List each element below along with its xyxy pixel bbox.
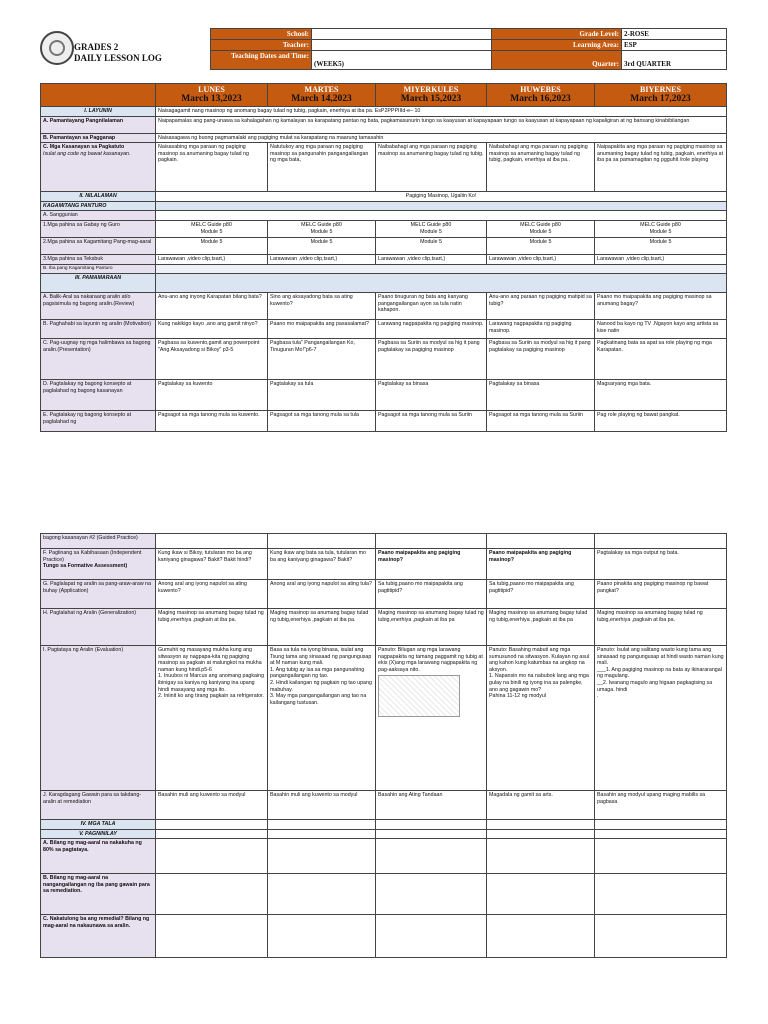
proc-c-cell-5[interactable]: Pagkatinang bata sa apat sa role playing ng mga Karapatan. (595, 339, 727, 380)
proc-g-cell-3[interactable]: Sa tubig,paano mo maipapakita ang pagtitipid? (376, 580, 487, 609)
proc-g-cell-4[interactable]: Sa tubig,paano mo maipapakita ang pagtitipid? (487, 580, 595, 609)
guided-cell-4[interactable] (487, 534, 595, 549)
proc-a-cell-3[interactable]: Paano tinuguran ng bata ang kanyang pangangailangan ayon sa tula natin kahapon. (376, 293, 487, 320)
nilalaman-label: II. NILALAMAN (41, 192, 156, 202)
reflect-c-cell-3[interactable] (376, 915, 487, 958)
proc-f-cell-3[interactable]: Paano maipapakita ang pagiging masinop? (376, 549, 487, 580)
school-label: School: (211, 29, 312, 40)
gabay-cell-1[interactable]: MELC Guide p80 Module 5 (156, 220, 268, 237)
guided-practice-label: bagong kasanayan #2 (Guided Practice) (41, 534, 156, 549)
nilalaman-text[interactable]: Pagiging Masinop, Ugaliin Ko! (156, 192, 727, 202)
proc-a-cell-2[interactable]: Sino ang aksayadong bata sa ating kuwento? (268, 293, 376, 320)
proc-f-cell-2[interactable]: Kung ikaw ang bata sa tula, tutularan mo ba ang kaniyang ginagawa? Bakit? (268, 549, 376, 580)
kasanayan-label (41, 143, 156, 192)
proc-d-label: D. Pagtalakay ng bagong konsepto at paglalahad ng bagong kasanayan (41, 380, 156, 411)
kagamitan-mag-label: 2.Mga pahina sa Kagamitang Pang-mag-aaral (41, 237, 156, 254)
proc-d-cell-5[interactable]: Magsaryang mga bata. (595, 380, 727, 411)
reflect-a-cell-3[interactable] (376, 839, 487, 874)
gabay-cell-3[interactable]: MELC Guide p80 Module 5 (376, 220, 487, 237)
proc-e-cell-4[interactable]: Pagsagot sa mga tanong mula sa Suriin (487, 411, 595, 432)
reflect-a-label: A. Bilang ng mag-aaral na nakakuha ng 80% sa pagtataya. (41, 839, 156, 874)
teksbuk-cell-5[interactable]: Larawawan ,video clip,tsart,) (595, 254, 727, 264)
proc-j-cell-5[interactable]: Basahin ang modyul upang maging mabilis sa pagbasa (595, 791, 727, 820)
pamamaraan-label: III. PAMAMARAAN (41, 274, 156, 293)
proc-f-cell-1[interactable]: Kung ikaw si Bikoy, tutularan mo ba ang kaniyang ginagawa? Bakit? Bakit hindi? (156, 549, 268, 580)
proc-c-label: C. Pag-uugnay ng mga halimbawa sa bagong aralin.(Presentation) (41, 339, 156, 380)
proc-h-label: H. Paglalahat ng Aralin (Generalization) (41, 609, 156, 646)
teksbuk-label: 3.Mga pahina sa Teksbuk (41, 254, 156, 264)
gabay-label: 1.Mga pahina sa Gabay ng Guro (41, 220, 156, 237)
reflect-b-cell-2[interactable] (268, 874, 376, 915)
proc-a-cell-5[interactable]: Paano mo maipapakita ang pagiging masinop sa anumang bagay? (595, 293, 727, 320)
reflect-a-cell-4[interactable] (487, 839, 595, 874)
lesson-log-page-2 (40, 533, 726, 958)
tala-cell-3[interactable] (376, 820, 487, 830)
water-usage-sketch-icon (378, 675, 460, 717)
proc-i-cell-3-text: Panuto: Bilugan ang mga larawang nagpapakita ng tamang paggamit ng tubig at ekis (X)ang mga larawang nagpapakita ng pag-aaksaya nito. (378, 647, 483, 673)
grade-level-value[interactable]: 2-ROSE (622, 29, 727, 40)
proc-e-cell-3[interactable]: Pagsagot sa mga tanong mula sa Suriin (376, 411, 487, 432)
proc-b-cell-1[interactable]: Kung nakikigo kayo ,ano ang gamit ninyo? (156, 320, 268, 339)
gabay-cell-4[interactable]: MELC Guide p80 Module 5 (487, 220, 595, 237)
proc-e-cell-2[interactable]: Pagsagot sa mga tanong mula sa tula (268, 411, 376, 432)
quarter-value[interactable]: 3rd QUARTER (622, 51, 727, 70)
kagamitan-mag-cell-2[interactable]: Module 5 (268, 237, 376, 254)
learning-area-label: Learning Area: (492, 40, 622, 51)
proc-j-cell-2[interactable]: Basahin muli ang kuwento sa modyul (268, 791, 376, 820)
proc-b-cell-4[interactable]: Larawang nagpapakita ng pagiging masinop. (487, 320, 595, 339)
kasanayan-title: C. Mga Kasanayan sa Pagkatuto (43, 144, 125, 151)
teksbuk-cell-1[interactable]: Larawawan ,video clip,tsart,) (156, 254, 268, 264)
teacher-label: Teacher: (211, 40, 312, 51)
reflect-c-cell-5[interactable] (595, 915, 727, 958)
proc-e-cell-5[interactable]: Pag role playing ng bawat pangkat. (595, 411, 727, 432)
gabay-cell-2[interactable]: MELC Guide p80 Module 5 (268, 220, 376, 237)
tala-cell-5[interactable] (595, 820, 727, 830)
guided-cell-1[interactable] (156, 534, 268, 549)
proc-f-sub: Tungo sa Formative Assessment) (43, 563, 128, 570)
log-title (74, 42, 162, 64)
proc-g-cell-2[interactable]: Anong aral ang iyong napulot sa ating tula? (268, 580, 376, 609)
proc-h-cell-3[interactable]: Maging masinop sa anumang bagay tulad ng tubig,enerhiya ,pagkain at iba pa (376, 609, 487, 646)
layunin-text[interactable]: Naisagagamit nang masinop ng anomang bagay tulad ng tubig, pagkain, enerhiya at iba pa. EsP2PPPIIId-e– 10 (156, 107, 727, 117)
pagninilay-cell-1[interactable] (156, 829, 268, 839)
school-value[interactable] (312, 29, 492, 40)
pagninilay-cell-4[interactable] (487, 829, 595, 839)
proc-c-cell-1[interactable]: Pagbasa sa kuwento,gamit ang powerpoint "Ang Aksayadong si Bikoy" p3-5 (156, 339, 268, 380)
kasanayan-cell-5[interactable]: Naipapakita ang mga paraan ng pagiging masinop sa anumaning bagay tulad ng tubig, pagkain, enerhiya at iba pa sa pamamagitan ng pgguhit /role playing (595, 143, 727, 192)
proc-e-cell-1[interactable]: Pagsagot sa mga tanong mula sa kuwento. (156, 411, 268, 432)
proc-b-label: B. Paghahabi sa layunin ng aralin (Motivation) (41, 320, 156, 339)
proc-h-cell-1[interactable]: Maging masinop sa anumang bagay tulad ng tubig,enerhiya ,pagkain at iba pa. (156, 609, 268, 646)
gabay-cell-5[interactable]: MELC Guide p80 Module 5 (595, 220, 727, 237)
kasanayan-cell-1[interactable]: Naisasabing mga paraan ng pagiging masinop sa anumaning bagay tulad ng pagkain. (156, 143, 268, 192)
reflect-b-label: B. Bilang ng mag-aaral na nangangailangan ng iba pang gawain para sa remediation. (41, 874, 156, 915)
tala-cell-2[interactable] (268, 820, 376, 830)
teaching-dates-value[interactable]: (WEEK5) (312, 51, 492, 70)
deped-seal-icon (40, 31, 74, 65)
day-header-3: MIYERKULES March 15,2023 (376, 84, 487, 107)
pagninilay-cell-5[interactable] (595, 829, 727, 839)
day-header-2: MARTES March 14,2023 (268, 84, 376, 107)
day-header-4: HUWEBES March 16,2023 (487, 84, 595, 107)
proc-f-title: F. Paglinang sa Kabihasaan (Independent Practice) (43, 550, 142, 563)
teacher-value[interactable] (312, 40, 492, 51)
reflect-c-label: C. Nakatulong ba ang remedial? Bilang ng mag-aaral na nakaunawa sa aralin. (41, 915, 156, 958)
proc-i-cell-5[interactable]: Panuto: Isulat ang salitang wasto kung tama ang sinasaad ng pangungusap at hindi wasto naman kung mali. ___1. Ang pagiging masinop na bata ay ikinararangal ng magulang. __2. Iwanang magulo ang higaan pagkagising sa umaga. hindi . (595, 646, 727, 791)
kagamitan-mag-cell-4[interactable]: Module 5 (487, 237, 595, 254)
corner-cell (41, 84, 156, 107)
pamantayan-pagganap-label: B. Pamantayan sa Pagganap (41, 133, 156, 143)
day-header-5: BIYERNES March 17,2023 (595, 84, 727, 107)
grade-level-label: Grade Level: (492, 29, 622, 40)
guided-cell-3[interactable] (376, 534, 487, 549)
reflect-b-cell-5[interactable] (595, 874, 727, 915)
teksbuk-cell-2[interactable]: Larawawan ,video clip,tsart,) (268, 254, 376, 264)
reflect-c-cell-4[interactable] (487, 915, 595, 958)
iba-pang-label: B. Iba pang Kagamitang Panturo (41, 264, 156, 274)
proc-b-cell-2[interactable]: Paano mo maipapakita ang pasasalamat? (268, 320, 376, 339)
learning-area-value[interactable]: ESP (622, 40, 727, 51)
title-grades: GRADES 2 (74, 42, 119, 52)
pamantayang-pangnilalaman-label: A. Pamantayang Pangnilalaman (41, 116, 156, 133)
lesson-table-1 (40, 83, 727, 432)
proc-j-label: J. Karagdagang Gawain para sa takdang-aralin at remediation (41, 791, 156, 820)
sanggunian-label: A. Sanggunian (41, 211, 156, 221)
pamantayang-pangnilalaman-text[interactable]: Naipapamalas ang pang-unawa sa kahalagahan ng kamalayan sa karapatang pantao ng bata, pagkamasunurin tungo sa kaayusan at kapayapaan tungo sa kaayusan at kapayapaan ng kapaligiran at ng bansang kinabibilangan (156, 116, 727, 133)
proc-a-label: A. Balik-Aral sa nakaraang aralin at/o pagsisimula ng bagong aralin.(Review) (41, 293, 156, 320)
kagamitan-mag-cell-1[interactable]: Module 5 (156, 237, 268, 254)
proc-c-cell-2[interactable]: Pagbasa tula" Pangangailangan Ko, Tinuguran Mo!"p6-7 (268, 339, 376, 380)
proc-c-cell-4[interactable]: Pagbasa sa Suriin sa modyul sa hig it pang pagtalakay sa pagiging masinop (487, 339, 595, 380)
reflect-c-cell-1[interactable] (156, 915, 268, 958)
pagninilay-label: V. PAGNINILAY (41, 829, 156, 839)
tala-cell-4[interactable] (487, 820, 595, 830)
proc-g-cell-1[interactable]: Anong aral ang iyong napulot sa ating kuwento? (156, 580, 268, 609)
kasanayan-cell-4[interactable]: Naibabahagi ang mga paraan ng pagiging masinop sa anumaning bagay tulad ng tubig, pagkain, enerhiya at iba pa.. (487, 143, 595, 192)
kasanayan-cell-3[interactable]: Naibabahagi ang mga paraan ng pagiging masinop sa anumaning bagay tulad ng tubig. (376, 143, 487, 192)
kagamitan-mag-cell-3[interactable]: Module 5 (376, 237, 487, 254)
pagninilay-cell-3[interactable] (376, 829, 487, 839)
kasanayan-cell-2[interactable]: Natutukoy ang mga paraan ng pagiging masinop sa pangunahin pangangailangan ng mga bata, (268, 143, 376, 192)
proc-f-label (41, 549, 156, 580)
proc-d-cell-2[interactable]: Pagtalakay sa tula (268, 380, 376, 411)
reflect-b-cell-3[interactable] (376, 874, 487, 915)
proc-f-cell-5[interactable]: Pagtalakay sa mga output ng bata. (595, 549, 727, 580)
reflect-c-cell-2[interactable] (268, 915, 376, 958)
proc-j-cell-3[interactable]: Basahin ang Ating Tandaan (376, 791, 487, 820)
header-info-table (210, 28, 727, 70)
reflect-b-cell-4[interactable] (487, 874, 595, 915)
proc-i-cell-4[interactable]: Panuto: Basahing mabuti ang mga sumusunod na sitwasyon. Kulayan ng asul ang kahon kung katumbas na angkop na aksyon. 1. Napansin mo na nabubok lang ang mga gulay na binili ng iyong ina sa palengke, ano ang gagawin mo? Pahina 11-12 ng modyul (487, 646, 595, 791)
proc-h-cell-2[interactable]: Maging masinop sa anumang bagay tulad ng tubig,enerhiya ,pagkain at iba pa. (268, 609, 376, 646)
proc-j-cell-1[interactable]: Basahin muli ang kuwento sa modyul (156, 791, 268, 820)
proc-a-cell-1[interactable]: Anu-ano ang inyong Karapatan bilang bata? (156, 293, 268, 320)
proc-b-cell-3[interactable]: Larawang nagpapakita ng pagiging masinop. (376, 320, 487, 339)
pamantayan-pagganap-text[interactable]: Naisasagawa ng buong pagmamalaki ang pagiging mulat sa karapatang na maarung tamasahin (156, 133, 727, 143)
day-header-1: LUNES March 13,2023 (156, 84, 268, 107)
title-daily-lesson-log: DAILY LESSON LOG (74, 53, 162, 63)
reflect-a-cell-5[interactable] (595, 839, 727, 874)
kagamitan-mag-cell-5[interactable]: Module 5 (595, 237, 727, 254)
proc-g-label: G. Paglalapat ng aralin sa pang-araw-araw na buhay (Application) (41, 580, 156, 609)
proc-i-cell-2[interactable]: Basa sa tula na iyong binasa, isulat ang Tsung tama ang sinasaad ng pangungusap at M naman kung mali. 1. Ang tubig ay isa sa mga pangunahing pangangailangan ng tao. 2. Hindi kailangan ng pagkain ng tao upang mabuhay. 3. May mga pangangailangan ang tao na kailangang tustusan. (268, 646, 376, 791)
proc-c-cell-3[interactable]: Pagbasa sa Suriin sa modyul sa hig it pang pagtalakay sa pagiging masinop (376, 339, 487, 380)
proc-d-cell-1[interactable]: Pagtalakay sa kuwento (156, 380, 268, 411)
guided-cell-2[interactable] (268, 534, 376, 549)
teksbuk-cell-3[interactable]: Larawawan ,video clip,tsart,) (376, 254, 487, 264)
kasanayan-sub: Isulat ang code ng bawat kasanayan. (43, 150, 131, 157)
reflect-a-cell-2[interactable] (268, 839, 376, 874)
teaching-dates-label: Teaching Dates and Time: (211, 51, 312, 70)
tala-cell-1[interactable] (156, 820, 268, 830)
teksbuk-cell-4[interactable]: Larawawan ,video clip,tsart,) (487, 254, 595, 264)
guided-cell-5[interactable] (595, 534, 727, 549)
proc-i-label: I. Pagtataya ng Aralin (Evaluation) (41, 646, 156, 791)
proc-h-cell-4[interactable]: Maging masinop sa anumang bagay tulad ng tubig,enerhiya ,pagkain at iba pa (487, 609, 595, 646)
proc-d-cell-3[interactable]: Pagtalakay sa binasa (376, 380, 487, 411)
proc-e-label: E. Pagtalakay ng bagong konsepto at paglalahad ng (41, 411, 156, 432)
reflect-b-cell-1[interactable] (156, 874, 268, 915)
layunin-label: I. LAYUNIN (41, 107, 156, 117)
pagninilay-cell-2[interactable] (268, 829, 376, 839)
mga-tala-label: IV. MGA TALA (41, 820, 156, 830)
proc-f-cell-4[interactable]: Paano maipapakita ang pagiging masinop? (487, 549, 595, 580)
quarter-label: Quarter: (492, 51, 622, 70)
proc-h-cell-5[interactable]: Maging masinop sa anumang bagay tulad ng tubig,enerhiya ,pagkain at iba pa. (595, 609, 727, 646)
proc-i-cell-3[interactable] (376, 646, 487, 791)
proc-b-cell-5[interactable]: Nanood ba kayo ng TV .Ngayon kayo ang artista sa kise natin (595, 320, 727, 339)
lesson-table-2 (40, 533, 727, 958)
proc-d-cell-4[interactable]: Pagtalakay sa binasa (487, 380, 595, 411)
proc-g-cell-5[interactable]: Paano pinakita ang pagiging masinop ng bawat pangkat? (595, 580, 727, 609)
proc-a-cell-4[interactable]: Anu-ano ang paraan ng pagiging matipid sa tubig? (487, 293, 595, 320)
proc-i-cell-1[interactable]: Gumuhit ng masayang mukha kung ang sitwasyon ay nagpapa-kita ng pagiging masinop sa pagkain at malungkot na mukha naman kung hindi.p5-6 1. Inuubos ni Marcus ang anomang pagkaing ibinigay sa kaniya ng kaniyang ina upang hindi masayang ang mga ito. 2. Iniinit ko ang tirang pagkain sa refrigerator. (156, 646, 268, 791)
proc-j-cell-4[interactable]: Magadala ng gamit sa arts. (487, 791, 595, 820)
kagamitan-label: KAGAMITANG PANTURO (41, 201, 156, 211)
reflect-a-cell-1[interactable] (156, 839, 268, 874)
